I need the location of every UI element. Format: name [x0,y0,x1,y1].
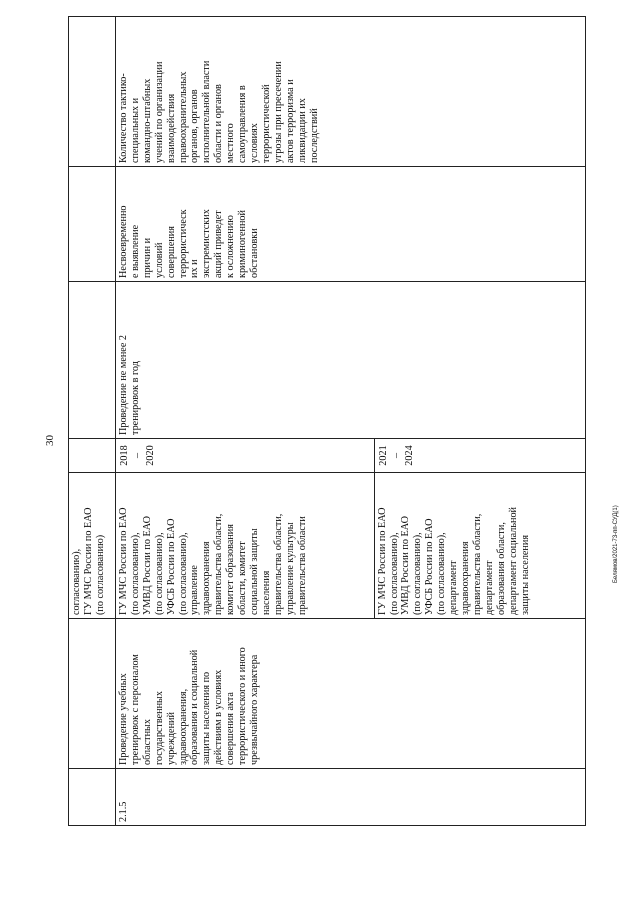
measures-table [68,16,586,826]
cell-years-empty [69,439,116,473]
cell-indicator: Количество тактико- специальных и командно-штабных учений по организации взаимодействия правоохранительных органов, органов исполнительной власти области и органов местного самоуправления в условиях террористической угрозы при пресечении актов терроризма и ликвидации их последствий [116,17,586,167]
cell-responsible-2021: ГУ МЧС России по ЕАО (по согласованию), УМВД России по ЕАО (по согласованию), УФСБ России по ЕАО (по согласованию), департамент здравоохранения правительства области, департамент образования области, департамент социальной защиты населения [374,473,585,619]
cell-item-number: 2.1.5 [116,769,586,826]
page-number: 30 [44,435,56,446]
year-start: 2021 [377,445,389,466]
cell-responsible-2018: ГУ МЧС России по ЕАО (по согласованию), УМВД России по ЕАО (по согласованию), УФСБ России по ЕАО (по согласованию), управление здравоохранения правительства области, комитет образования области, комитет социальной защиты населения правительства области, управление культуры правительства области [116,473,375,619]
year-end: 2024 [403,445,415,466]
cell-consequences-empty [69,167,116,282]
cell-expected-result: Проведение не менее 2 тренировок в год [116,282,586,439]
cell-result-empty [69,282,116,439]
document-footer-id: Белямов/2021-73-пп-СУД(1) [613,505,619,583]
cell-measure-empty [69,619,116,769]
table-row-2-1-5 [116,17,375,826]
year-end: 2020 [145,445,156,466]
year-dash: – [132,452,143,459]
year-start: 2018 [119,445,130,466]
cell-years-2021-2024 [374,439,585,473]
cell-responsible-continued: согласованию), ГУ МЧС России по ЕАО (по согласованию) [69,473,116,619]
cell-measure: Проведение учебных тренировок с персоналом областных государственных учреждений здравоохранения, образования и социальной защиты населения по действиям в условиях совершения акта террористического и иного чрезвычайного характера [116,619,586,769]
year-dash: – [390,452,402,459]
cell-indicator-empty [69,17,116,167]
rotated-table-container [68,60,586,826]
cell-years-2018-2020 [116,439,375,473]
cell-number-empty [69,769,116,826]
cell-consequences: Несвоевременно е выявление причин и условий совершения террористическ их и экстремистских акций приведет к осложнению криминогенной обстановки [116,167,586,282]
table-row-continued [69,17,116,826]
